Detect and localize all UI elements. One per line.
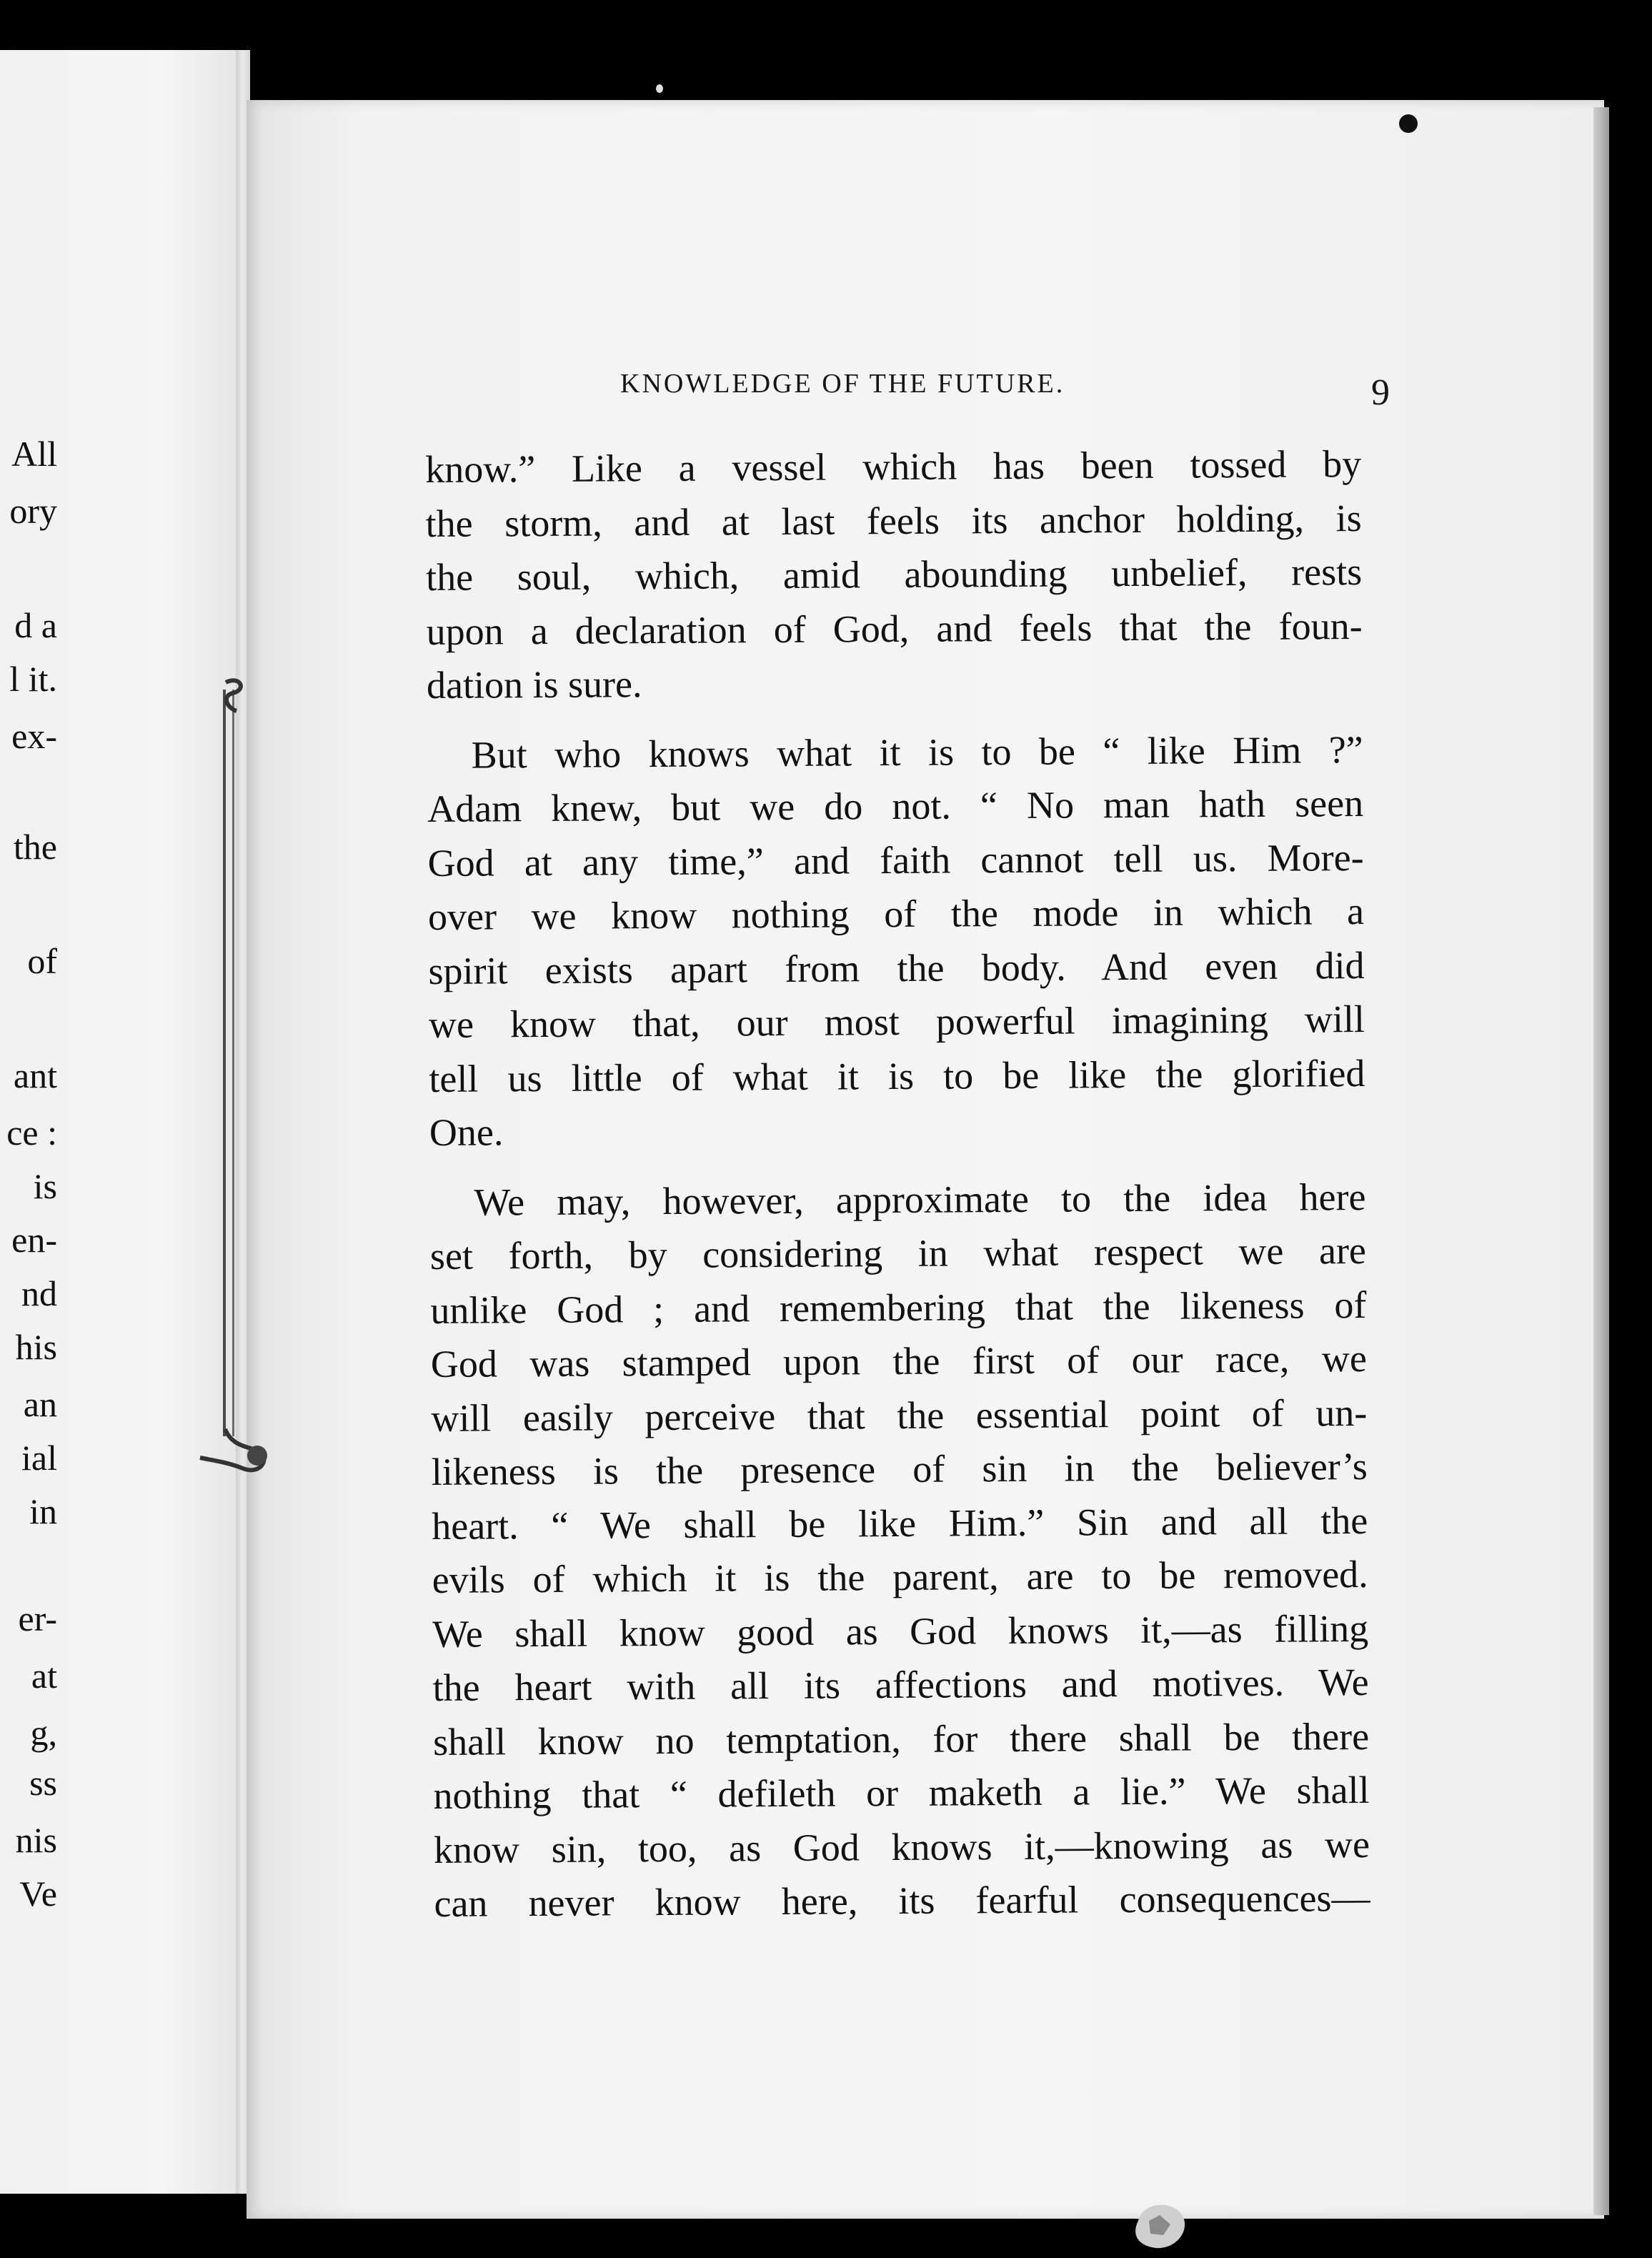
text-line: will easily perceive that the essential point of un-: [431, 1391, 1368, 1440]
left-page-fragment: ant: [13, 1055, 57, 1095]
text-line: set forth, by considering in what respect we are: [429, 1228, 1367, 1278]
left-page-fragment: ss: [29, 1763, 57, 1803]
paragraph: [427, 722, 1365, 1160]
left-page-fragment: ory: [9, 491, 57, 531]
text-line: the storm, and at last feels its anchor holding, is: [425, 496, 1362, 545]
text-line: can never know here, its fearful consequences—: [434, 1876, 1370, 1925]
left-page-fragment: an: [23, 1384, 57, 1424]
text-line: Adam knew, but we do not. “ No man hath seen: [427, 781, 1364, 830]
text-line: over we know nothing of the mode in which a: [427, 889, 1365, 938]
text-line: One.: [429, 1110, 504, 1154]
text-line: the heart with all its affections and motives. We: [432, 1660, 1369, 1709]
page-edge: [1593, 107, 1609, 2215]
left-page-fragment: Ve: [19, 1874, 57, 1914]
text-line: spirit exists apart from the body. And even did: [428, 943, 1365, 993]
ink-speck: [656, 84, 663, 93]
left-page-fragment: er-: [18, 1598, 57, 1638]
text-line: God was stamped upon the first of our race, we: [430, 1336, 1368, 1386]
binding-thread: [223, 690, 234, 1436]
text-line: We shall know good as God knows it,—as filling: [432, 1606, 1369, 1656]
left-page-fragment: of: [27, 941, 57, 981]
left-page-text-fragments: [0, 50, 236, 2194]
left-page-fragment: d a: [14, 605, 57, 645]
left-page-fragment: g,: [30, 1713, 57, 1753]
text-line: shall know no temptation, for there shall be there: [432, 1714, 1370, 1764]
text-line: But who knows what it is to be “ like Him ?”: [471, 727, 1363, 777]
text-line: heart. “ We shall be like Him.” Sin and all the: [432, 1498, 1368, 1548]
left-page: [0, 50, 236, 2194]
left-page-fragment: is: [33, 1166, 57, 1206]
text-line: know.” Like a vessel which has been tossed by: [425, 442, 1362, 491]
ink-speck: [1399, 114, 1418, 133]
text-line: tell us little of what it is to be like the glorified: [429, 1051, 1365, 1100]
left-page-fragment: l it.: [9, 659, 57, 699]
thread-knot-top-icon: [212, 675, 254, 718]
text-line: nothing that “ defileth or maketh a lie.” We shall: [433, 1768, 1370, 1817]
left-page-fragment: his: [15, 1327, 57, 1367]
text-line: upon a declaration of God, and feels that the foun-: [426, 604, 1363, 653]
left-page-fragment: nis: [15, 1820, 57, 1860]
left-page-fragment: ex-: [11, 716, 57, 756]
text-line: We may, however, approximate to the idea here: [474, 1175, 1366, 1224]
left-page-fragment: the: [13, 827, 57, 867]
paragraph: [425, 437, 1363, 712]
running-head: KNOWLEDGE OF THE FUTURE.: [620, 369, 1065, 399]
text-line: God at any time,” and faith cannot tell us. More-: [427, 835, 1364, 885]
body-text: [425, 437, 1370, 1931]
text-line: we know that, our most powerful imagining will: [428, 997, 1365, 1046]
debris-icon: [1128, 2199, 1192, 2253]
text-line: evils of which it is the parent, are to be removed.: [432, 1552, 1368, 1601]
left-page-fragment: en-: [11, 1220, 57, 1260]
thread-knot-bottom-icon: [193, 1426, 286, 1483]
left-page-fragment: at: [31, 1656, 57, 1696]
left-page-fragment: in: [29, 1491, 57, 1531]
text-line: likeness is the presence of sin in the believer’s: [431, 1444, 1368, 1493]
left-page-fragment: ial: [21, 1438, 57, 1478]
left-page-fragment: ce :: [6, 1113, 57, 1153]
text-line: know sin, too, as God knows it,—knowing as we: [433, 1822, 1370, 1871]
paragraph: [429, 1170, 1370, 1931]
page-number: 9: [1371, 372, 1390, 413]
left-page-fragment: All: [11, 434, 57, 474]
left-page-fragment: nd: [21, 1273, 57, 1313]
text-line: the soul, which, amid abounding unbelief, rests: [425, 549, 1363, 599]
text-line: dation is sure.: [426, 662, 642, 707]
text-line: unlike God ; and remembering that the likeness of: [430, 1283, 1367, 1332]
